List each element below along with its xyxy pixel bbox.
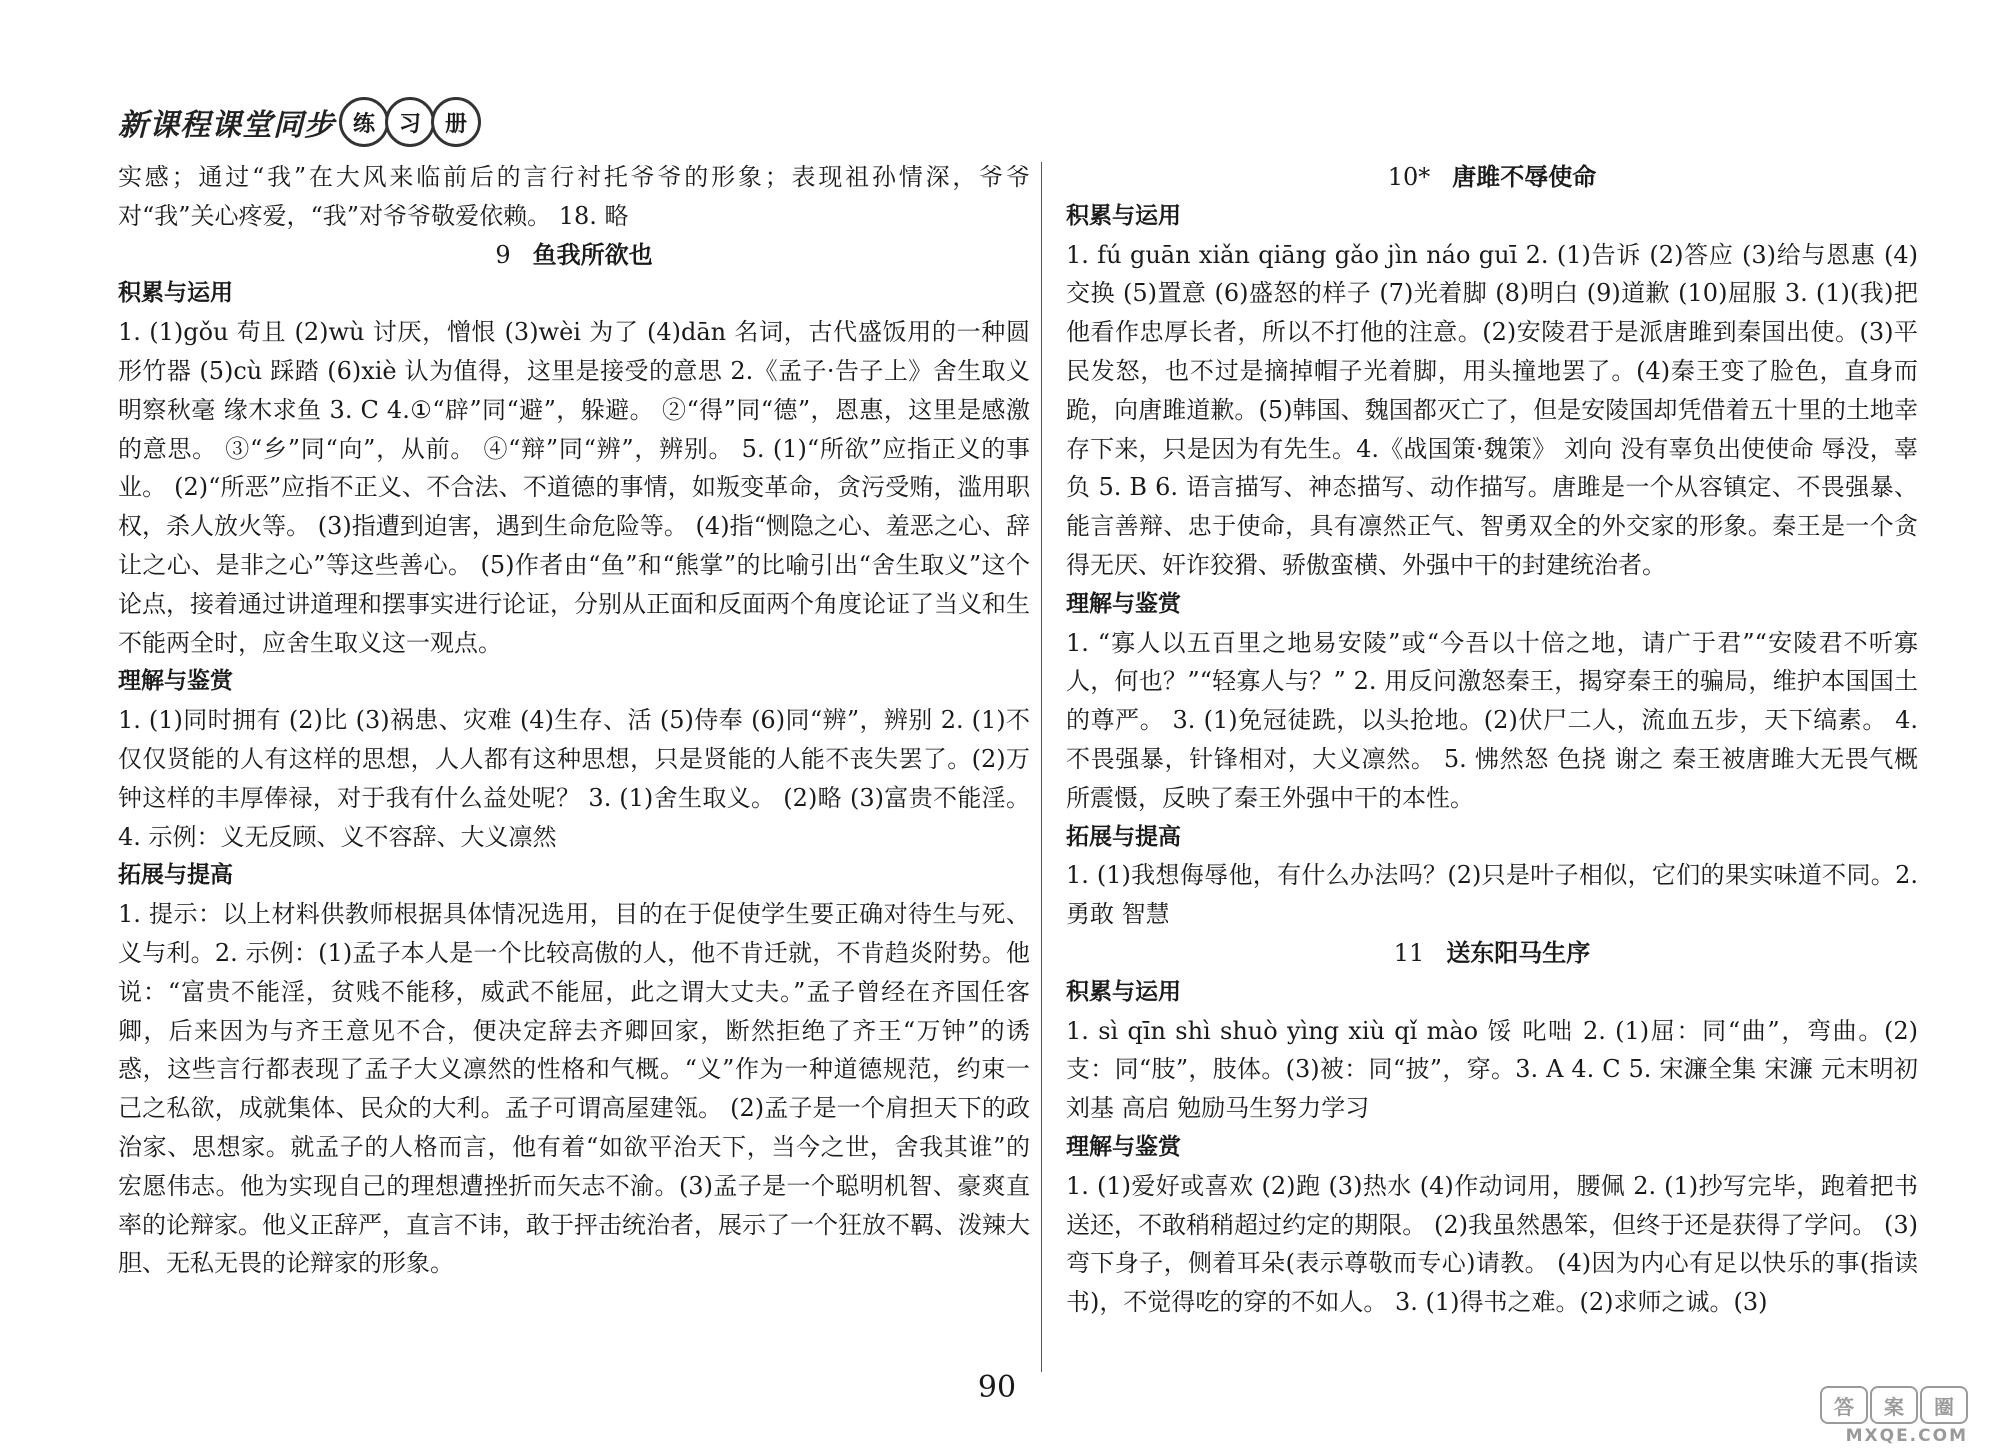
lesson-name: 送东阳马生序	[1446, 938, 1591, 967]
lesson-number: 10*	[1387, 163, 1431, 191]
lesson-title	[1066, 158, 1918, 197]
answer-paragraph: 1. (1)我想侮辱他，有什么办法吗？(2)只是叶子相似，它们的果实味道不同。2. 勇敢 智慧	[1066, 861, 1918, 929]
section-heading: 拓展与提高	[1066, 823, 1181, 850]
section-heading: 拓展与提高	[118, 862, 233, 889]
answer-paragraph: 1. sì qīn shì shuò yìng xiù qǐ mào 馁 叱咄 2. (1)屈：同“曲”，弯曲。(2)支：同“肢”，肢体。(3)被：同“披”，穿。3. A 4. C 5. 宋濂全集 宋濂 元末明初 刘基 高启 勉励马生努力学习	[1066, 1016, 1918, 1123]
right-column	[1066, 158, 1918, 1322]
answer-paragraph: 实感；通过“我”在大风来临前后的言行衬托爷爷的形象；表现祖孙情深，爷爷对“我”关心疼爱，“我”对爷爷敬爱依赖。 18. 略	[118, 163, 1030, 230]
watermark-char-3: 圈	[1920, 1386, 1968, 1424]
section-heading: 理解与鉴赏	[1066, 590, 1181, 617]
brand-circle-2: 习	[385, 97, 435, 147]
book-header	[118, 92, 481, 152]
section-heading: 积累与运用	[118, 280, 233, 307]
answer-paragraph: 1. (1)gǒu 苟且 (2)wù 讨厌，憎恨 (3)wèi 为了 (4)dān 名词，古代盛饭用的一种圆形竹器 (5)cù 踩踏 (6)xiè 认为值得，这里是接受的意思 2.《孟子·告子上》舍生取义 明察秋毫 缘木求鱼 3. C 4.①“辟”同“避”，躲避。 ②“得”同“德”，恩惠，这里是感激的意思。 ③“乡”同“向”，从前。 ④“辩”同“辨”，辨别。 5. (1)“所欲”应指正义的事业。 (2)“所恶”应指不正义、不合法、不道德的事情，如叛变革命，贪污受贿，滥用职权，杀人放火等。 (3)指遭到迫害，遇到生命危险等。 (4)指“恻隐之心、羞恶之心、辞让之心、是非之心”等这些善心。 (5)作者由“鱼”和“熊掌”的比喻引出“舍生取义”这个论点，接着通过讲道理和摆事实进行论证，分别从正面和反面两个角度论证了当义和生不能两全时，应舍生取义这一观点。	[118, 318, 1030, 657]
lesson-title	[1066, 934, 1918, 973]
answer-paragraph: 1. “寡人以五百里之地易安陵”或“今吾以十倍之地，请广于君”“安陵君不听寡人，何也？”“轻寡人与？” 2. 用反问激怒秦王，揭穿秦王的骗局，维护本国国土的尊严。 3. (1)免冠徒跣，以头抢地。(2)伏尸二人，流血五步，天下缟素。 4. 不畏强暴，针锋相对，大义凛然。 5. 怫然怒 色挠 谢之 秦王被唐雎大无畏气概所震慑，反映了秦王外强中干的本性。	[1066, 628, 1918, 812]
brand-circle-3: 册	[431, 97, 481, 147]
section-heading: 积累与运用	[1066, 978, 1181, 1005]
section-heading: 理解与鉴赏	[118, 668, 233, 695]
answer-paragraph: 1. fú guān xiǎn qiāng gǎo jìn náo guī 2. (1)告诉 (2)答应 (3)给与恩惠 (4)交换 (5)置意 (6)盛怒的样子 (7)光着脚 (8)明白 (9)道歉 (10)屈服 3. (1)(我)把他看作忠厚长者，所以不打他的注意。(2)安陵君于是派唐雎到秦国出使。(3)平民发怒，也不过是摘掉帽子光着脚，用头撞地罢了。(4)秦王变了脸色，直身而跪，向唐雎道歉。(5)韩国、魏国都灭亡了，但是安陵国却凭借着五十里的土地幸存下来，只是因为有先生。4.《战国策·魏策》 刘向 没有辜负出使使命 辱没，辜负 5. B 6. 语言描写、神态描写、动作描写。唐雎是一个从容镇定、不畏强暴、能言善辩、忠于使命，具有凛然正气、智勇双全的外交家的形象。秦王是一个贪得无厌、奸诈狡猾、骄傲蛮横、外强中干的封建统治者。	[1066, 240, 1918, 579]
lesson-name: 鱼我所欲也	[532, 240, 653, 269]
section-heading: 理解与鉴赏	[1066, 1133, 1181, 1160]
watermark-logo	[1758, 1386, 1968, 1446]
lesson-title	[118, 236, 1030, 275]
page-number: 90	[977, 1370, 1017, 1405]
column-divider	[1041, 162, 1042, 1372]
brand-circle-1: 练	[339, 97, 389, 147]
answer-paragraph: 1. (1)爱好或喜欢 (2)跑 (3)热水 (4)作动词用，腰佩 2. (1)抄写完毕，跑着把书送还，不敢稍稍超过约定的期限。 (2)我虽然愚笨，但终于还是获得了学问。 (3)弯下身子，侧着耳朵(表示尊敬而专心)请教。 (4)因为内心有足以快乐的事(指读书)，不觉得吃的穿的不如人。 3. (1)得书之难。(2)求师之诚。(3)	[1066, 1171, 1918, 1317]
watermark-char-2: 案	[1870, 1386, 1918, 1424]
left-column	[118, 158, 1030, 1283]
section-heading: 积累与运用	[1066, 202, 1181, 229]
answer-paragraph: 1. (1)同时拥有 (2)比 (3)祸患、灾难 (4)生存、活 (5)侍奉 (6)同“辨”，辨别 2. (1)不仅仅贤能的人有这样的思想，人人都有这种思想，只是贤能的人能不丧失罢了。(2)万钟这样的丰厚俸禄，对于我有什么益处呢？ 3. (1)舍生取义。 (2)略 (3)富贵不能淫。 4. 示例：义无反顾、义不容辞、大义凛然	[118, 706, 1030, 851]
lesson-number: 11	[1393, 938, 1425, 967]
lesson-name: 唐雎不辱使命	[1452, 163, 1597, 191]
watermark-site: MXQE.COM	[1845, 1426, 1968, 1446]
answer-paragraph: 1. 提示：以上材料供教师根据具体情况选用，目的在于促使学生要正确对待生与死、义与利。2. 示例：(1)孟子本人是一个比较高傲的人，他不肯迁就，不肯趋炎附势。他说：“富贵不能淫，贫贱不能移，威武不能屈，此之谓大丈夫。”孟子曾经在齐国任客卿，后来因为与齐王意见不合，便决定辞去齐卿回家，断然拒绝了齐王“万钟”的诱惑，这些言行都表现了孟子大义凛然的性格和气概。“义”作为一种道德规范，约束一己之私欲，成就集体、民众的大利。孟子可谓高屋建瓴。 (2)孟子是一个肩担天下的政治家、思想家。就孟子的人格而言，他有着“如欲平治天下，当今之世，舍我其谁”的宏愿伟志。他为实现自己的理想遭挫折而矢志不渝。(3)孟子是一个聪明机智、豪爽直率的论辩家。他义正辞严，直言不讳，敢于抨击统治者，展示了一个狂放不羁、泼辣大胆、无私无畏的论辩家的形象。	[118, 900, 1030, 1278]
watermark-char-1: 答	[1820, 1386, 1868, 1424]
book-series-title: 新课程课堂同步	[118, 108, 335, 143]
lesson-number: 9	[495, 240, 511, 269]
brand-circles	[343, 97, 481, 147]
